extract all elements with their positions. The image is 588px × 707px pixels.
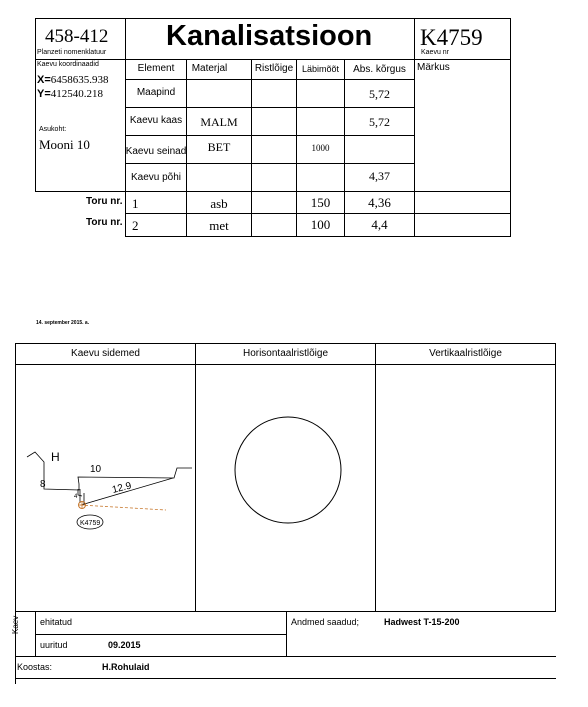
well-caption: Kaevu nr — [421, 49, 450, 56]
sheet-caption: Planzeti nomenklatuur — [37, 49, 107, 56]
pipe-material: asb — [210, 196, 228, 211]
page-title: Kanalisatsioon — [166, 20, 373, 52]
coordinates-caption: Kaevu koordinaadid — [37, 61, 99, 68]
y-value: 412540.218 — [50, 88, 104, 100]
location-value: Mooni 10 — [39, 137, 90, 152]
pipe-label: Toru nr. — [86, 196, 123, 207]
pipe-label: Toru nr. — [86, 217, 123, 228]
sketch-label-h: H — [51, 450, 60, 464]
row-height-value: 5,72 — [369, 115, 390, 129]
pipe-material: met — [209, 218, 229, 233]
footer-side-label: Kaev — [11, 615, 20, 634]
sketch-label-8: 8 — [40, 479, 46, 490]
surveyed-date: 09.2015 — [108, 640, 141, 650]
row-element-label: Maapind — [136, 87, 176, 98]
sheet-number: 458-412 — [45, 26, 109, 47]
location-caption: Asukoht: — [39, 126, 67, 133]
pipe-nr: 1 — [132, 196, 139, 211]
date-line: 14. september 2015. a. — [36, 320, 90, 326]
compiled-value: H.Rohulaid — [102, 662, 150, 672]
y-coordinate — [37, 88, 103, 100]
drawing-header-horizontal: Horisontaalristlõige — [242, 348, 329, 359]
drawing-header-vertical: Vertikaalristlõige — [429, 348, 502, 359]
pipe-diameter: 150 — [310, 195, 331, 210]
col-header-material: Materjal — [191, 63, 228, 74]
x-coordinate — [37, 74, 109, 86]
row-height-value: 4,37 — [369, 169, 390, 183]
drawing-header-connections: Kaevu sidemed — [71, 348, 140, 359]
col-header-height: Abs. kõrgus — [353, 64, 406, 75]
compiled-label: Koostas: — [17, 662, 53, 672]
x-value: 6458635.938 — [50, 74, 109, 86]
row-material-value: BET — [207, 140, 231, 154]
pipe-height: 4,36 — [368, 195, 391, 210]
col-header-diameter: Läbimõõt — [301, 64, 340, 74]
well-id: K4759 — [420, 25, 483, 50]
data-source-label: Andmed saadud; — [291, 617, 360, 627]
sketch-label-10: 10 — [90, 464, 102, 475]
pipe-nr: 2 — [132, 218, 139, 233]
x-label: X= — [37, 74, 51, 86]
well-connections-sketch — [16, 365, 195, 611]
row-material-value: MALM — [200, 115, 238, 129]
built-label: ehitatud — [40, 617, 73, 627]
y-label: Y= — [37, 88, 51, 100]
row-element-label: Kaevu põhi — [130, 172, 182, 183]
row-element-label: Kaevu seinad — [125, 146, 187, 157]
surveyed-label: uuritud — [40, 640, 68, 650]
sketch-label-4: 4 — [74, 494, 78, 500]
row-element-label: Kaevu kaas — [129, 115, 183, 126]
data-source-value: Hadwest T-15-200 — [384, 617, 460, 627]
col-header-element: Element — [137, 63, 175, 74]
col-header-note: Märkus — [417, 62, 450, 73]
sketch-label-12-9: 12.9 — [111, 480, 133, 496]
sketch-well-label: K4759 — [80, 520, 101, 527]
pipe-diameter: 100 — [310, 217, 331, 232]
row-diameter-value: 1000 — [311, 143, 330, 153]
pipe-height: 4,4 — [371, 217, 388, 232]
row-height-value: 5,72 — [369, 87, 390, 101]
col-header-section: Ristlõige — [254, 63, 294, 74]
horizontal-section-drawing — [196, 365, 375, 611]
